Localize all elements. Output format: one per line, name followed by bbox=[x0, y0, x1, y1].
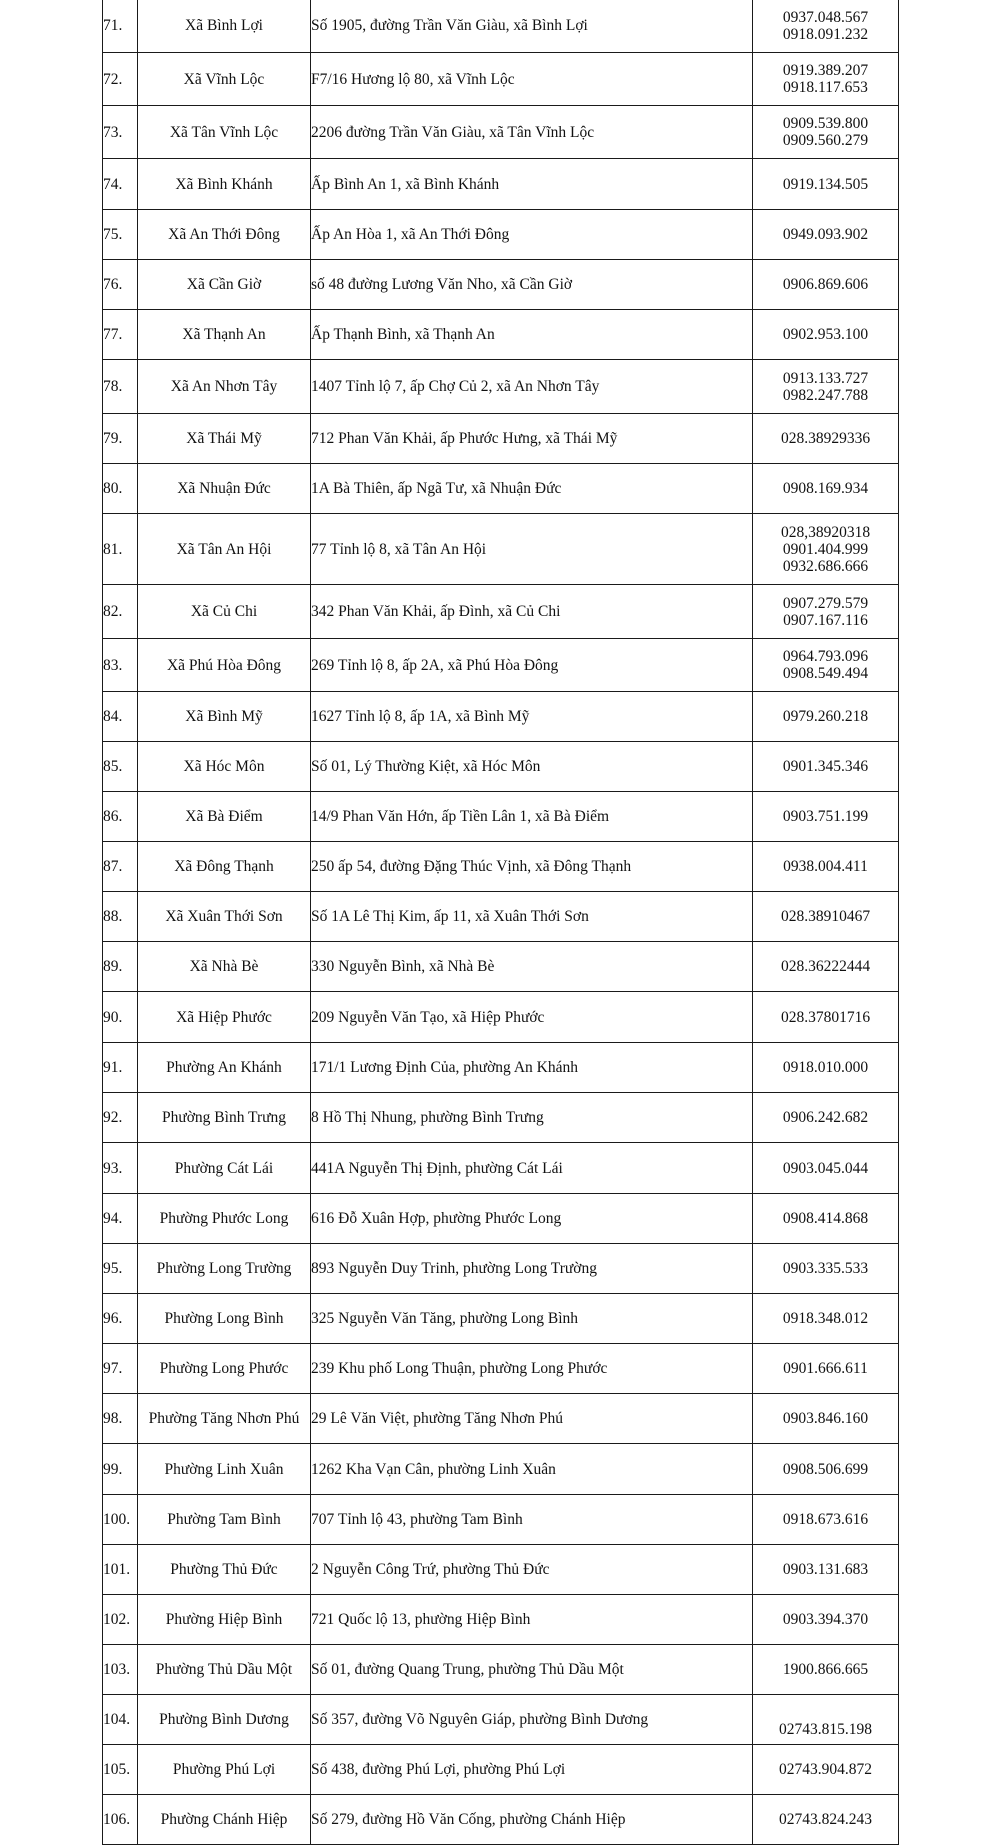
phone-number: 0918.673.616 bbox=[782, 1511, 869, 1528]
phone-cell bbox=[753, 742, 899, 792]
address-cell: Ấp An Hòa 1, xã An Thới Đông bbox=[311, 210, 753, 260]
phone-cell bbox=[753, 1444, 899, 1495]
table-row bbox=[103, 310, 899, 360]
table-row bbox=[103, 1444, 899, 1495]
unit-name-cell: Xã Bình Mỹ bbox=[138, 692, 311, 742]
table-row bbox=[103, 1595, 899, 1645]
phone-cell bbox=[753, 1344, 899, 1394]
address-cell: Số 01, đường Quang Trung, phường Thủ Dầu Một bbox=[311, 1645, 753, 1695]
address-cell: 77 Tỉnh lộ 8, xã Tân An Hội bbox=[311, 514, 753, 585]
phone-number: 0901.345.346 bbox=[782, 758, 869, 775]
table-row bbox=[103, 1795, 899, 1845]
table-row bbox=[103, 1093, 899, 1143]
table-row bbox=[103, 585, 899, 639]
phone-number: 0918.117.653 bbox=[783, 79, 868, 96]
unit-name-cell: Xã Hóc Môn bbox=[138, 742, 311, 792]
phone-number: 0979.260.218 bbox=[782, 708, 869, 725]
address-cell: số 48 đường Lương Văn Nho, xã Cần Giờ bbox=[311, 260, 753, 310]
phone-cell bbox=[753, 1294, 899, 1344]
phone-cell bbox=[753, 1093, 899, 1143]
phone-number: 02743.904.872 bbox=[779, 1761, 872, 1778]
address-cell: Số 357, đường Võ Nguyên Giáp, phường Bình Dương bbox=[311, 1695, 753, 1745]
phone-cell bbox=[753, 414, 899, 464]
address-cell: 269 Tỉnh lộ 8, ấp 2A, xã Phú Hòa Đông bbox=[311, 639, 753, 692]
table-row bbox=[103, 1043, 899, 1093]
address-cell: 1A Bà Thiên, ấp Ngã Tư, xã Nhuận Đức bbox=[311, 464, 753, 514]
row-number-cell: 88. bbox=[103, 892, 138, 942]
phone-cell bbox=[753, 639, 899, 692]
address-cell: 616 Đỗ Xuân Hợp, phường Phước Long bbox=[311, 1194, 753, 1244]
unit-name-cell: Phường Phước Long bbox=[138, 1194, 311, 1244]
unit-name-cell: Xã Phú Hòa Đông bbox=[138, 639, 311, 692]
phone-number: 0937.048.567 bbox=[782, 8, 869, 26]
table-row bbox=[103, 942, 899, 992]
row-number-cell: 100. bbox=[103, 1495, 138, 1545]
phone-number: 0908.549.494 bbox=[782, 665, 869, 682]
phone-number: 028.37801716 bbox=[780, 1008, 871, 1026]
phone-number: 0906.869.606 bbox=[782, 276, 869, 293]
row-number-cell: 92. bbox=[103, 1093, 138, 1143]
row-number-cell: 90. bbox=[103, 992, 138, 1043]
phone-number: 0918.348.012 bbox=[782, 1310, 869, 1327]
address-cell: 14/9 Phan Văn Hớn, ấp Tiền Lân 1, xã Bà Điểm bbox=[311, 792, 753, 842]
row-number-cell: 72. bbox=[103, 53, 138, 106]
units-table bbox=[102, 0, 899, 1845]
phone-cell bbox=[753, 0, 899, 53]
table-row bbox=[103, 210, 899, 260]
address-cell: Số 438, đường Phú Lợi, phường Phú Lợi bbox=[311, 1745, 753, 1795]
row-number-cell: 80. bbox=[103, 464, 138, 514]
phone-number: 0909.539.800 bbox=[782, 115, 869, 132]
address-cell: 29 Lê Văn Việt, phường Tăng Nhơn Phú bbox=[311, 1394, 753, 1444]
row-number-cell: 76. bbox=[103, 260, 138, 310]
address-cell: 1262 Kha Vạn Cân, phường Linh Xuân bbox=[311, 1444, 753, 1495]
table-row bbox=[103, 1143, 899, 1194]
address-cell: Ấp Thạnh Bình, xã Thạnh An bbox=[311, 310, 753, 360]
phone-cell bbox=[753, 1495, 899, 1545]
address-cell: 893 Nguyễn Duy Trinh, phường Long Trường bbox=[311, 1244, 753, 1294]
phone-number: 0901.666.611 bbox=[783, 1360, 868, 1377]
phone-number: 0903.394.370 bbox=[782, 1611, 869, 1628]
row-number-cell: 93. bbox=[103, 1143, 138, 1194]
phone-cell bbox=[753, 1143, 899, 1194]
address-cell: 325 Nguyễn Văn Tăng, phường Long Bình bbox=[311, 1294, 753, 1344]
row-number-cell: 84. bbox=[103, 692, 138, 742]
phone-cell bbox=[753, 210, 899, 260]
table-row bbox=[103, 1545, 899, 1595]
phone-number: 0964.793.096 bbox=[782, 648, 869, 665]
unit-name-cell: Phường Long Phước bbox=[138, 1344, 311, 1394]
table-row bbox=[103, 53, 899, 106]
phone-number: 0919.134.505 bbox=[782, 175, 869, 193]
phone-cell bbox=[753, 159, 899, 210]
address-cell: Số 279, đường Hồ Văn Cống, phường Chánh Hiệp bbox=[311, 1795, 753, 1845]
phone-number: 02743.815.198 bbox=[779, 1721, 872, 1738]
unit-name-cell: Xã Cần Giờ bbox=[138, 260, 311, 310]
phone-cell bbox=[753, 1795, 899, 1845]
row-number-cell: 81. bbox=[103, 514, 138, 585]
row-number-cell: 102. bbox=[103, 1595, 138, 1645]
address-cell: Số 01, Lý Thường Kiệt, xã Hóc Môn bbox=[311, 742, 753, 792]
table-row bbox=[103, 514, 899, 585]
unit-name-cell: Xã Nhuận Đức bbox=[138, 464, 311, 514]
address-cell: 707 Tỉnh lộ 43, phường Tam Bình bbox=[311, 1495, 753, 1545]
table-row bbox=[103, 414, 899, 464]
table-row bbox=[103, 792, 899, 842]
row-number-cell: 98. bbox=[103, 1394, 138, 1444]
phone-number: 0913.133.727 bbox=[782, 369, 869, 387]
unit-name-cell: Xã Củ Chi bbox=[138, 585, 311, 639]
phone-cell bbox=[753, 106, 899, 159]
row-number-cell: 79. bbox=[103, 414, 138, 464]
phone-cell bbox=[753, 514, 899, 585]
table-row bbox=[103, 1645, 899, 1695]
unit-name-cell: Xã Đông Thạnh bbox=[138, 842, 311, 892]
unit-name-cell: Xã Nhà Bè bbox=[138, 942, 311, 992]
table-row bbox=[103, 1495, 899, 1545]
table-row bbox=[103, 1294, 899, 1344]
unit-name-cell: Phường Hiệp Bình bbox=[138, 1595, 311, 1645]
phone-cell bbox=[753, 1545, 899, 1595]
unit-name-cell: Phường Tăng Nhơn Phú bbox=[138, 1394, 311, 1444]
row-number-cell: 86. bbox=[103, 792, 138, 842]
phone-number: 0932.686.666 bbox=[782, 557, 869, 575]
row-number-cell: 91. bbox=[103, 1043, 138, 1093]
phone-number: 0908.169.934 bbox=[782, 480, 869, 497]
unit-name-cell: Xã Hiệp Phước bbox=[138, 992, 311, 1043]
address-cell: 8 Hồ Thị Nhung, phường Bình Trưng bbox=[311, 1093, 753, 1143]
phone-cell bbox=[753, 842, 899, 892]
unit-name-cell: Xã Bình Khánh bbox=[138, 159, 311, 210]
table-row bbox=[103, 992, 899, 1043]
unit-name-cell: Xã Xuân Thới Sơn bbox=[138, 892, 311, 942]
phone-number: 0903.045.044 bbox=[782, 1159, 869, 1177]
table-row bbox=[103, 1344, 899, 1394]
phone-number: 0938.004.411 bbox=[783, 858, 868, 875]
table-row bbox=[103, 842, 899, 892]
row-number-cell: 87. bbox=[103, 842, 138, 892]
unit-name-cell: Xã Tân An Hội bbox=[138, 514, 311, 585]
table-row bbox=[103, 692, 899, 742]
phone-number: 0909.560.279 bbox=[782, 132, 869, 149]
table-row bbox=[103, 1695, 899, 1745]
phone-cell bbox=[753, 1394, 899, 1444]
table-row bbox=[103, 1194, 899, 1244]
row-number-cell: 85. bbox=[103, 742, 138, 792]
address-cell: 721 Quốc lộ 13, phường Hiệp Bình bbox=[311, 1595, 753, 1645]
phone-number: 0918.091.232 bbox=[782, 25, 869, 43]
row-number-cell: 95. bbox=[103, 1244, 138, 1294]
address-cell: Số 1905, đường Trần Văn Giàu, xã Bình Lợi bbox=[311, 0, 753, 53]
phone-number: 0918.010.000 bbox=[782, 1059, 869, 1076]
table-row bbox=[103, 742, 899, 792]
phone-cell bbox=[753, 692, 899, 742]
phone-number: 028.36222444 bbox=[780, 958, 871, 975]
phone-cell bbox=[753, 585, 899, 639]
phone-number: 0919.389.207 bbox=[782, 62, 869, 79]
phone-number: 0908.506.699 bbox=[782, 1460, 869, 1478]
phone-cell bbox=[753, 1645, 899, 1695]
address-cell: 342 Phan Văn Khải, ấp Đình, xã Củ Chi bbox=[311, 585, 753, 639]
phone-number: 028,38920318 bbox=[780, 523, 871, 541]
table-row bbox=[103, 159, 899, 210]
unit-name-cell: Phường Phú Lợi bbox=[138, 1745, 311, 1795]
unit-name-cell: Phường Linh Xuân bbox=[138, 1444, 311, 1495]
phone-cell bbox=[753, 942, 899, 992]
phone-cell bbox=[753, 792, 899, 842]
phone-number: 028.38910467 bbox=[780, 908, 871, 925]
address-cell: 239 Khu phố Long Thuận, phường Long Phước bbox=[311, 1344, 753, 1394]
table-row bbox=[103, 1394, 899, 1444]
unit-name-cell: Xã Thạnh An bbox=[138, 310, 311, 360]
phone-cell bbox=[753, 1244, 899, 1294]
row-number-cell: 99. bbox=[103, 1444, 138, 1495]
unit-name-cell: Xã An Nhơn Tây bbox=[138, 360, 311, 414]
table-row bbox=[103, 892, 899, 942]
phone-cell bbox=[753, 1745, 899, 1795]
phone-number: 0907.279.579 bbox=[782, 594, 869, 612]
phone-number: 0982.247.788 bbox=[782, 386, 869, 404]
unit-name-cell: Phường Long Trường bbox=[138, 1244, 311, 1294]
phone-cell bbox=[753, 892, 899, 942]
row-number-cell: 82. bbox=[103, 585, 138, 639]
phone-cell bbox=[753, 1194, 899, 1244]
phone-cell bbox=[753, 260, 899, 310]
unit-name-cell: Xã An Thới Đông bbox=[138, 210, 311, 260]
units-table-body bbox=[103, 0, 899, 1845]
unit-name-cell: Phường Chánh Hiệp bbox=[138, 1795, 311, 1845]
phone-cell bbox=[753, 310, 899, 360]
phone-number: 1900.866.665 bbox=[782, 1661, 869, 1678]
table-row bbox=[103, 1244, 899, 1294]
phone-number: 0906.242.682 bbox=[782, 1109, 869, 1126]
address-cell: Số 1A Lê Thị Kim, ấp 11, xã Xuân Thới Sơn bbox=[311, 892, 753, 942]
unit-name-cell: Xã Bà Điểm bbox=[138, 792, 311, 842]
phone-cell bbox=[753, 1595, 899, 1645]
address-cell: 1627 Tỉnh lộ 8, ấp 1A, xã Bình Mỹ bbox=[311, 692, 753, 742]
row-number-cell: 74. bbox=[103, 159, 138, 210]
phone-number: 028.38929336 bbox=[780, 430, 871, 447]
phone-number: 0949.093.902 bbox=[782, 226, 869, 243]
phone-cell bbox=[753, 1695, 899, 1745]
address-cell: 712 Phan Văn Khải, ấp Phước Hưng, xã Thái Mỹ bbox=[311, 414, 753, 464]
unit-name-cell: Xã Bình Lợi bbox=[138, 0, 311, 53]
address-cell: Ấp Bình An 1, xã Bình Khánh bbox=[311, 159, 753, 210]
address-cell: 330 Nguyễn Bình, xã Nhà Bè bbox=[311, 942, 753, 992]
phone-number: 02743.824.243 bbox=[779, 1811, 872, 1828]
table-row bbox=[103, 360, 899, 414]
row-number-cell: 94. bbox=[103, 1194, 138, 1244]
row-number-cell: 106. bbox=[103, 1795, 138, 1845]
unit-name-cell: Xã Vĩnh Lộc bbox=[138, 53, 311, 106]
row-number-cell: 73. bbox=[103, 106, 138, 159]
address-cell: 1407 Tỉnh lộ 7, ấp Chợ Củ 2, xã An Nhơn Tây bbox=[311, 360, 753, 414]
unit-name-cell: Phường Tam Bình bbox=[138, 1495, 311, 1545]
table-row bbox=[103, 1745, 899, 1795]
table-row bbox=[103, 0, 899, 53]
row-number-cell: 89. bbox=[103, 942, 138, 992]
phone-number: 0908.414.868 bbox=[782, 1210, 869, 1227]
phone-number: 0903.335.533 bbox=[782, 1260, 869, 1277]
unit-name-cell: Xã Thái Mỹ bbox=[138, 414, 311, 464]
phone-number: 0902.953.100 bbox=[782, 326, 869, 343]
phone-number: 0903.751.199 bbox=[782, 808, 869, 825]
unit-name-cell: Phường Thủ Đức bbox=[138, 1545, 311, 1595]
phone-cell bbox=[753, 53, 899, 106]
table-row bbox=[103, 464, 899, 514]
unit-name-cell: Phường Bình Dương bbox=[138, 1695, 311, 1745]
address-cell: 2206 đường Trần Văn Giàu, xã Tân Vĩnh Lộc bbox=[311, 106, 753, 159]
row-number-cell: 96. bbox=[103, 1294, 138, 1344]
phone-number: 0901.404.999 bbox=[782, 540, 869, 558]
row-number-cell: 71. bbox=[103, 0, 138, 53]
address-cell: 441A Nguyễn Thị Định, phường Cát Lái bbox=[311, 1143, 753, 1194]
table-row bbox=[103, 106, 899, 159]
unit-name-cell: Phường Bình Trưng bbox=[138, 1093, 311, 1143]
row-number-cell: 105. bbox=[103, 1745, 138, 1795]
row-number-cell: 77. bbox=[103, 310, 138, 360]
phone-number: 0903.846.160 bbox=[782, 1410, 869, 1427]
phone-cell bbox=[753, 464, 899, 514]
row-number-cell: 78. bbox=[103, 360, 138, 414]
row-number-cell: 101. bbox=[103, 1545, 138, 1595]
address-cell: F7/16 Hương lộ 80, xã Vĩnh Lộc bbox=[311, 53, 753, 106]
unit-name-cell: Phường Long Bình bbox=[138, 1294, 311, 1344]
address-cell: 250 ấp 54, đường Đặng Thúc Vịnh, xã Đông Thạnh bbox=[311, 842, 753, 892]
phone-number: 0907.167.116 bbox=[783, 611, 868, 629]
phone-cell bbox=[753, 992, 899, 1043]
table-row bbox=[103, 260, 899, 310]
unit-name-cell: Phường Thủ Dầu Một bbox=[138, 1645, 311, 1695]
address-cell: 2 Nguyễn Công Trứ, phường Thủ Đức bbox=[311, 1545, 753, 1595]
unit-name-cell: Phường Cát Lái bbox=[138, 1143, 311, 1194]
row-number-cell: 75. bbox=[103, 210, 138, 260]
row-number-cell: 97. bbox=[103, 1344, 138, 1394]
table-row bbox=[103, 639, 899, 692]
unit-name-cell: Phường An Khánh bbox=[138, 1043, 311, 1093]
address-cell: 171/1 Lương Định Của, phường An Khánh bbox=[311, 1043, 753, 1093]
phone-cell bbox=[753, 360, 899, 414]
row-number-cell: 103. bbox=[103, 1645, 138, 1695]
address-cell: 209 Nguyễn Văn Tạo, xã Hiệp Phước bbox=[311, 992, 753, 1043]
row-number-cell: 104. bbox=[103, 1695, 138, 1745]
phone-cell bbox=[753, 1043, 899, 1093]
row-number-cell: 83. bbox=[103, 639, 138, 692]
phone-number: 0903.131.683 bbox=[782, 1561, 869, 1578]
unit-name-cell: Xã Tân Vĩnh Lộc bbox=[138, 106, 311, 159]
